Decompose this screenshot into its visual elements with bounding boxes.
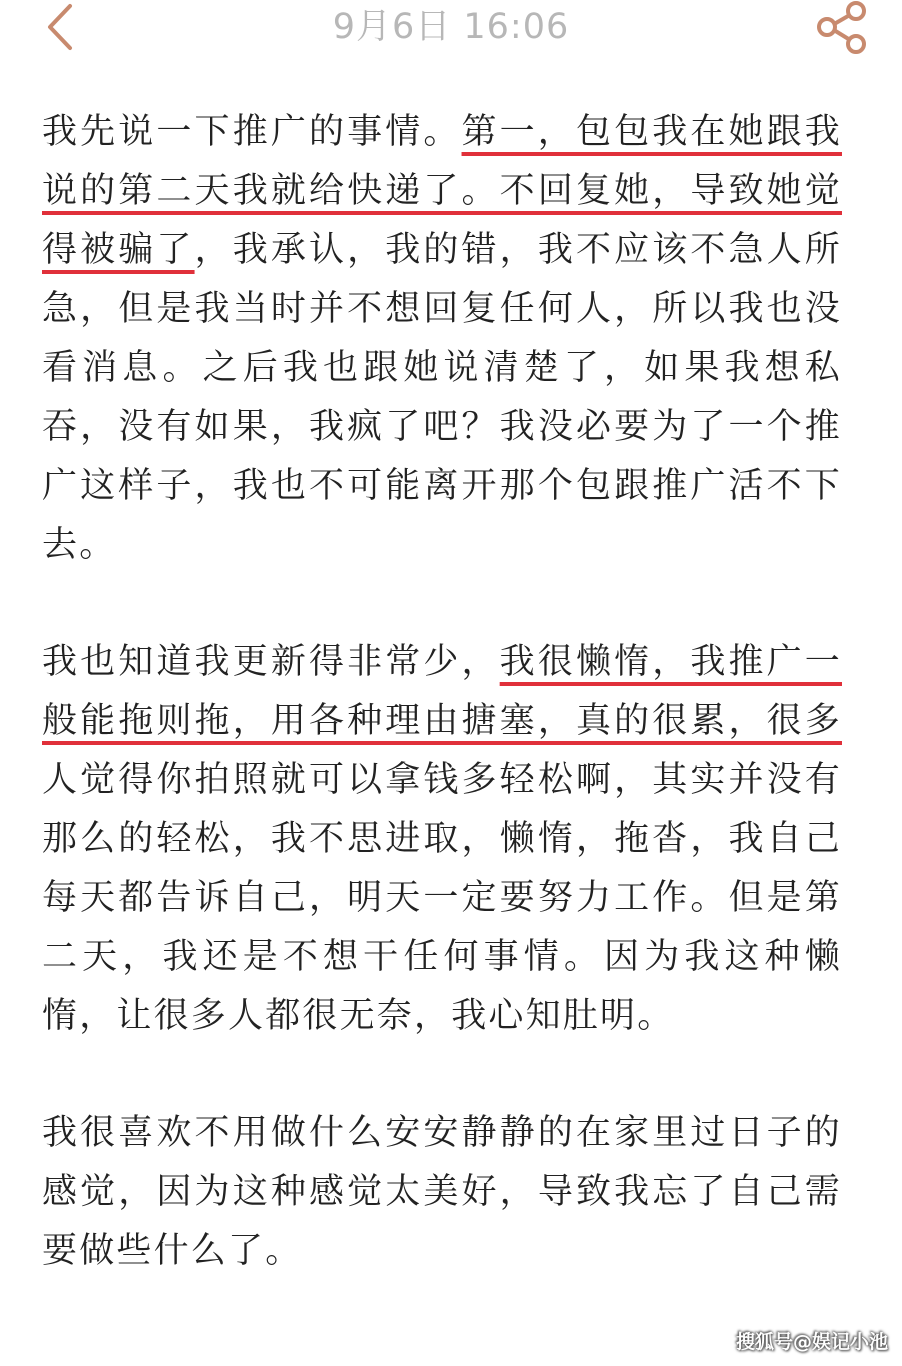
chevron-left-icon (32, 2, 88, 52)
top-bar (0, 0, 902, 60)
note-paragraph (42, 633, 842, 1046)
share-icon (808, 0, 872, 56)
note-paragraph (42, 103, 842, 575)
paragraph-text: 我先说一下推广的事情。 (42, 112, 462, 152)
paragraph-text: 人觉得你拍照就可以拿钱多轻松啊，其实并没有那么的轻松，我不思进取，懒惰，拖沓，我自己每天都告诉自己，明天一定要努力工作。但是第二天，我还是不想干任何事情。因为我这种懒惰，让很多人都很无奈，我心知肚明。 (42, 760, 842, 1036)
note-body (42, 103, 842, 1281)
note-paragraph (42, 1104, 842, 1281)
paragraph-text: 我也知道我更新得非常少， (42, 642, 500, 682)
highlighted-text: 我很懒惰，我推广一般能拖则拖，用各种理由搪塞，真的很累，很多 (42, 642, 842, 741)
watermark: 搜狐号@娱记小池 (735, 1331, 888, 1353)
share-button[interactable] (808, 0, 872, 56)
paragraph-text: 我很喜欢不用做什么安安静静的在家里过日子的感觉，因为这种感觉太美好，导致我忘了自己需要做些什么了。 (42, 1113, 842, 1271)
highlighted-text: 第一，包包我在她跟我说的第二天我就给快递了。不回复她，导致她觉得被骗了 (42, 112, 842, 270)
paragraph-text: ，我承认，我的错，我不应该不急人所急，但是我当时并不想回复任何人，所以我也没看消息。之后我也跟她说清楚了，如果我想私吞，没有如果，我疯了吧？我没必要为了一个推广这样子，我也不可能离开那个包跟推广活不下去。 (42, 230, 842, 565)
note-timestamp: 9月6日 16:06 (332, 7, 570, 47)
back-button[interactable] (32, 2, 88, 52)
